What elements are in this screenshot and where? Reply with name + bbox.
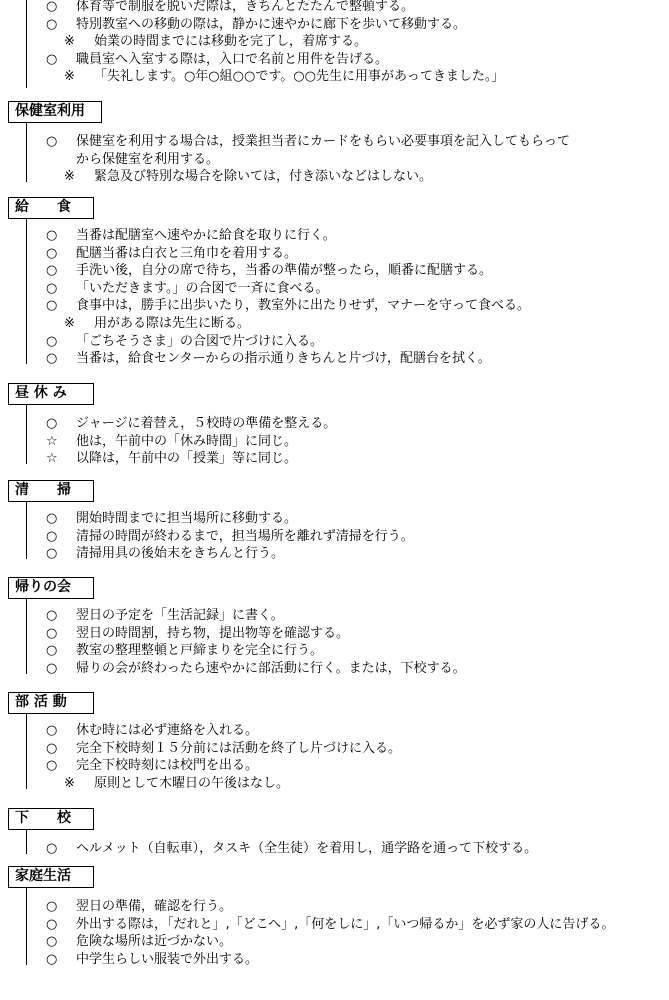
section-rule [26,502,27,559]
item-text: ヘルメット（自転車），タスキ（全生徒）を着用し，通学路を通って下校する。 [76,841,538,856]
item-text: 教室の整理整頓と戸締まりを完全に行う。 [76,643,324,659]
list-item [46,660,466,677]
list-item [64,33,367,50]
bullet-mark: ☆ [46,451,58,467]
item-text: 食事中は，勝手に出歩いたり，教室外に出たりせず，マナーを守って食べる。 [76,298,530,314]
item-text: 開始時間までに担当場所に移動する。 [76,511,298,526]
item-text: 配膳当番は白衣と三角巾を着用する。 [76,245,298,261]
list-item [46,350,491,367]
item-text: 清掃用具の後始末をきちんと行う。 [76,546,285,562]
list-item [46,333,323,350]
list-item [46,898,232,915]
list-item [46,840,537,857]
section-rule [26,219,27,364]
bullet-mark: ○ [46,528,58,544]
section-header: 昼 休 み [8,383,94,405]
item-text: 完全下校時刻には校門を出る。 [76,758,259,774]
bullet-mark: ○ [46,351,58,367]
bullet-mark: ※ [64,69,75,85]
section-rule [26,599,27,674]
section-rule [26,405,27,464]
item-text: 以降は，午前中の「授業」等に同じ。 [76,451,298,467]
list-item [46,133,570,150]
list-item [46,0,414,15]
list-item [46,245,297,262]
section-header: 保健室利用 [8,101,102,123]
item-text: ジャージに着替え，５校時の準備を整える。 [76,416,337,431]
item-text: 特別教室への移動の際は，静かに速やかに廊下を歩いて移動する。 [76,16,467,32]
bullet-mark: ○ [46,546,58,562]
list-item [64,775,289,792]
bullet-mark: ○ [46,934,58,950]
bullet-mark: ※ [64,775,75,791]
bullet-mark: ○ [46,416,58,431]
item-text: 手洗い後，自分の席で待ち，当番の準備が整ったら，順番に配膳する。 [76,263,493,279]
item-text: 体育等で制服を脱いだ際は，きちんとたたんで整頓する。 [76,0,415,14]
list-item [46,933,232,950]
bullet-mark: ○ [46,0,58,14]
list-item [46,607,284,624]
bullet-mark: ○ [46,511,58,526]
bullet-mark: ※ [64,34,75,50]
item-text: 「ごちそうさま」の合図で片づけに入る。 [76,333,324,349]
bullet-mark: ☆ [46,433,58,449]
bullet-mark: ○ [46,951,58,967]
item-text: 翌日の予定を「生活記録」に書く。 [76,608,284,623]
list-item [46,642,323,659]
bullet-mark: ○ [46,660,58,676]
item-text: 翌日の時間割，持ち物，提出物等を確認する。 [76,625,350,641]
item-text: 始業の時間までには移動を完了し，着席する。 [94,34,368,50]
item-text: 「失礼します。○年○組○○です。○○先生に用事があってきました。」 [94,69,505,85]
item-text: 他は，午前中の「休み時間」に同じ。 [76,433,298,449]
bullet-mark: ○ [46,51,58,67]
list-item [64,68,504,85]
item-text: 危険な場所は近づかない。 [76,934,233,950]
list-item [46,545,284,562]
list-item [46,51,388,68]
list-item [46,16,466,33]
list-item [46,450,297,467]
list-item [46,916,614,933]
bullet-mark: ○ [46,16,58,32]
bullet-mark: ○ [46,723,58,738]
list-item [46,528,414,545]
section-header: 清 掃 [8,480,94,502]
bullet-mark: ○ [46,298,58,314]
item-text: 外出する際は，「だれと」,「どこへ」,「何をしに」,「いつ帰るか」を必ず家の人に告げる。 [76,916,615,932]
bullet-mark: ○ [46,608,58,623]
list-item [64,315,250,332]
bullet-mark: ○ [46,899,58,914]
list-item [46,280,328,297]
list-item [46,415,336,432]
bullet-mark: ○ [46,245,58,261]
list-item [46,722,258,739]
bullet-mark: ○ [46,740,58,756]
item-text: 完全下校時刻１５分前には活動を終了し片づけに入る。 [76,740,402,756]
bullet-mark: ※ [64,316,75,331]
bullet-mark: ○ [46,841,58,856]
item-text: 清掃の時間が終わるまで，担当場所を離れず清掃を行う。 [76,528,414,544]
section-header: 給 食 [8,197,94,219]
item-text: 当番は，給食センターからの指示通りきちんと片づけ，配膳台を拭く。 [76,351,491,367]
bullet-mark: ※ [64,169,75,185]
bullet-mark: ○ [46,280,58,296]
list-item [46,757,258,774]
bullet-mark: ○ [46,333,58,349]
section-header: 部 活 動 [8,692,94,714]
list-item [46,297,530,314]
item-text: 職員室へ入室する際は，入口で名前と用件を告げる。 [76,51,389,67]
section-rule [26,0,27,88]
bullet-mark: ○ [46,263,58,279]
item-text: 保健室を利用する場合は，授業担当者にカードをもらい必要事項を記入してもらって [76,134,571,149]
list-item [46,151,219,168]
item-text: 「いただきます。」の合図で一斉に食べる。 [76,280,329,296]
section-rule [26,123,27,182]
list-item [46,227,336,244]
list-item [46,625,349,642]
list-item [46,510,297,527]
item-text: 緊急及び特別な場合を除いては，付き添いなどはしない。 [94,169,433,185]
list-item [46,951,258,968]
list-item [46,740,401,757]
bullet-mark: ○ [46,134,58,149]
section-header: 下 校 [8,808,94,830]
list-item [46,262,492,279]
item-text: 原則として木曜日の午後はなし。 [94,775,290,791]
item-text: 当番は配膳室へ速やかに給食を取りに行く。 [76,228,336,243]
item-text: 中学生らしい服装で外出する。 [76,951,259,967]
bullet-mark: ○ [46,625,58,641]
item-text: 翌日の準備，確認を行う。 [76,899,233,914]
list-item [64,168,432,185]
bullet-mark: ○ [46,758,58,774]
section-header: 帰りの会 [8,577,94,599]
item-text: 帰りの会が終わったら速やかに部活動に行く。または，下校する。 [76,660,466,676]
bullet-mark: ○ [46,643,58,659]
item-text: から保健室を利用する。 [76,151,220,167]
section-rule [26,714,27,789]
section-rule [26,888,27,965]
bullet-mark: ○ [46,228,58,243]
section-header: 家庭生活 [8,866,94,888]
item-text: 休む時には必ず連絡を入れる。 [76,723,259,738]
item-text: 用がある際は先生に断る。 [94,316,251,331]
section-rule [26,830,27,854]
list-item [46,433,297,450]
bullet-mark: ○ [46,916,58,932]
